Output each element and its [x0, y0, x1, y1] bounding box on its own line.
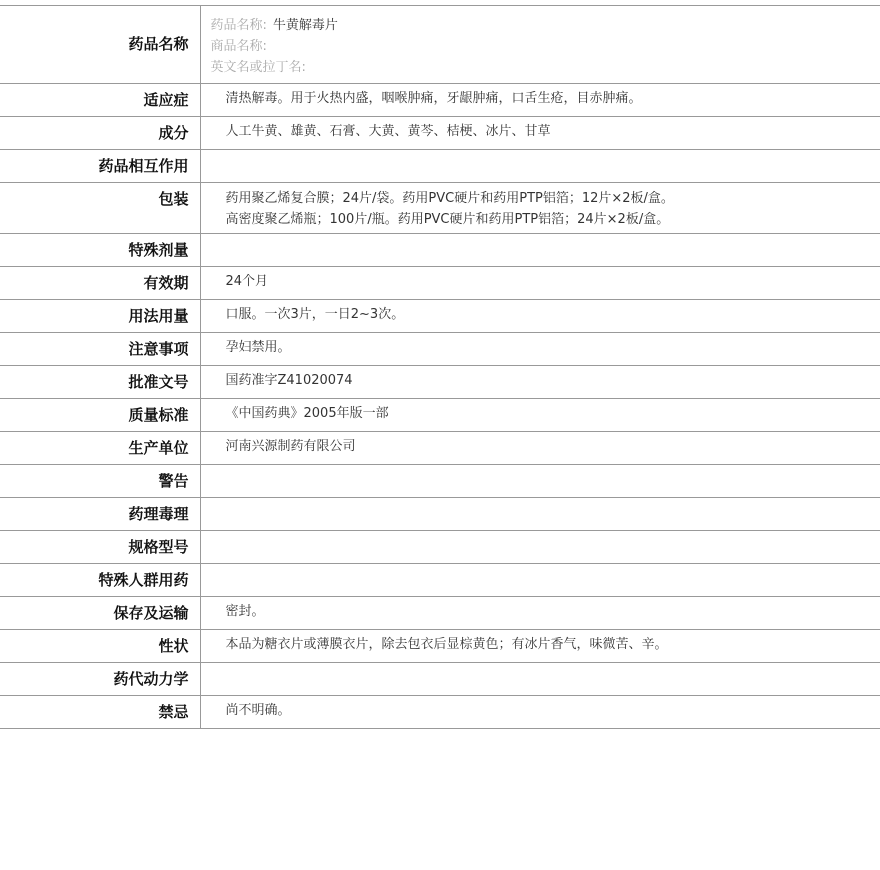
drug-info-sheet — [0, 5, 880, 729]
indication-value: 清热解毒。用于火热内盛，咽喉肿痛，牙龈肿痛，口舌生疮，目赤肿痛。 — [200, 84, 880, 117]
description-value: 本品为糖衣片或薄膜衣片，除去包衣后显棕黄色；有冰片香气，味微苦、辛。 — [200, 630, 880, 663]
interactions-value — [200, 150, 880, 183]
row-specification — [0, 531, 880, 564]
drug-name-block — [200, 6, 880, 84]
precautions-value: 孕妇禁用。 — [200, 333, 880, 366]
special-populations-value — [200, 564, 880, 597]
contraindications-label: 禁忌 — [0, 696, 200, 729]
row-usage — [0, 300, 880, 333]
specification-label: 规格型号 — [0, 531, 200, 564]
warning-label: 警告 — [0, 465, 200, 498]
approval-number-label: 批准文号 — [0, 366, 200, 399]
pharmacokinetics-label: 药代动力学 — [0, 663, 200, 696]
trade-name-line — [211, 36, 880, 57]
approval-number-value: 国药准字Z41020074 — [200, 366, 880, 399]
contraindications-value: 尚不明确。 — [200, 696, 880, 729]
packaging-value — [200, 183, 880, 234]
interactions-label: 药品相互作用 — [0, 150, 200, 183]
row-approval-number — [0, 366, 880, 399]
row-shelf-life — [0, 267, 880, 300]
pharmacokinetics-value — [200, 663, 880, 696]
english-name-label: 英文名或拉丁名: — [210, 60, 306, 75]
packaging-line: 药用聚乙烯复合膜；24片/袋。药用PVC硬片和药用PTP铝箔；12片×2板/盒。 — [225, 191, 674, 206]
quality-standard-value: 《中国药典》2005年版一部 — [200, 399, 880, 432]
special-dosage-value — [200, 234, 880, 267]
row-precautions — [0, 333, 880, 366]
manufacturer-label: 生产单位 — [0, 432, 200, 465]
storage-label: 保存及运输 — [0, 597, 200, 630]
row-special-dosage — [0, 234, 880, 267]
row-interactions — [0, 150, 880, 183]
usage-label: 用法用量 — [0, 300, 200, 333]
quality-standard-label: 质量标准 — [0, 399, 200, 432]
row-description — [0, 630, 880, 663]
special-dosage-label: 特殊剂量 — [0, 234, 200, 267]
row-drug-name — [0, 6, 880, 84]
manufacturer-value: 河南兴源制药有限公司 — [200, 432, 880, 465]
row-storage — [0, 597, 880, 630]
shelf-life-value: 24个月 — [200, 267, 880, 300]
usage-value: 口服。一次3片，一日2~3次。 — [200, 300, 880, 333]
trade-name-label: 商品名称: — [210, 39, 267, 54]
row-indication — [0, 84, 880, 117]
special-populations-label: 特殊人群用药 — [0, 564, 200, 597]
generic-name-label: 药品名称: — [210, 18, 267, 33]
row-ingredients — [0, 117, 880, 150]
pharmacology-label: 药理毒理 — [0, 498, 200, 531]
pharmacology-value — [200, 498, 880, 531]
row-packaging — [0, 183, 880, 234]
row-special-populations — [0, 564, 880, 597]
generic-name-line — [211, 15, 880, 36]
storage-value: 密封。 — [200, 597, 880, 630]
row-contraindications — [0, 696, 880, 729]
english-name-line — [211, 57, 880, 78]
row-quality-standard — [0, 399, 880, 432]
ingredients-value: 人工牛黄、雄黄、石膏、大黄、黄芩、桔梗、冰片、甘草 — [200, 117, 880, 150]
packaging-label: 包装 — [0, 183, 200, 234]
specification-value — [200, 531, 880, 564]
drug-info-table — [0, 5, 880, 729]
shelf-life-label: 有效期 — [0, 267, 200, 300]
row-manufacturer — [0, 432, 880, 465]
drug-name-label: 药品名称 — [0, 6, 200, 84]
row-pharmacokinetics — [0, 663, 880, 696]
row-warning — [0, 465, 880, 498]
warning-value — [200, 465, 880, 498]
precautions-label: 注意事项 — [0, 333, 200, 366]
indication-label: 适应症 — [0, 84, 200, 117]
packaging-line: 高密度聚乙烯瓶；100片/瓶。药用PVC硬片和药用PTP铝箔；24片×2板/盒。 — [225, 212, 670, 227]
ingredients-label: 成分 — [0, 117, 200, 150]
description-label: 性状 — [0, 630, 200, 663]
generic-name-value: 牛黄解毒片 — [272, 18, 338, 33]
row-pharmacology — [0, 498, 880, 531]
